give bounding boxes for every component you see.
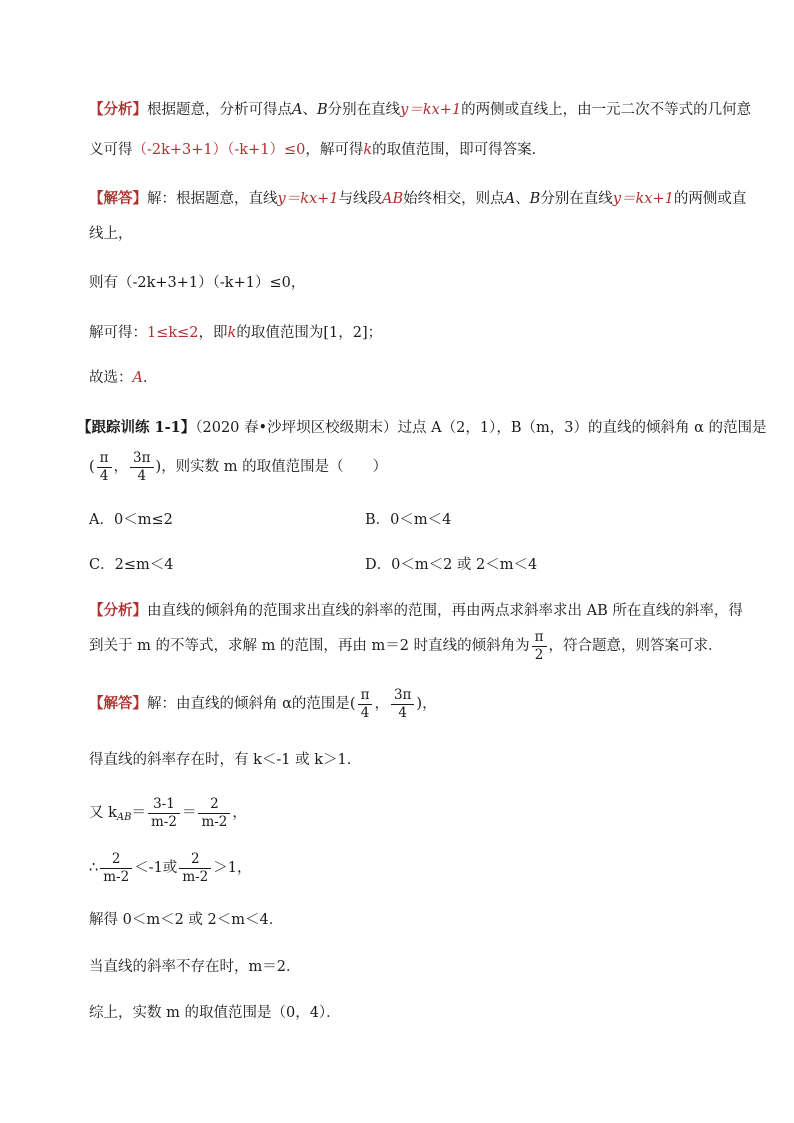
- fraction: $\frac{\pi}{2}$: [532, 629, 547, 664]
- exercise-tag: 【跟踪训练 1-1】: [77, 419, 196, 436]
- solution-tag: 【解答】: [89, 190, 147, 207]
- ex2-analysis-line-1: 【分析】由直线的倾斜角的范围求出直线的斜率的范围，再由两点求斜率求出 AB 所在直线的斜率，得: [89, 602, 743, 619]
- ex2-question-line-1: 【跟踪训练 1-1】（2020 春•沙坪坝区校级期末）过点 A（2，1），B（m，3）的直线的倾斜角 α 的范围是: [77, 419, 767, 436]
- ex1-solution-line-4: 解可得：1≤k≤2，即k的取值范围为[1，2]；: [89, 325, 383, 341]
- analysis-tag: 【分析】: [89, 602, 147, 619]
- option-c: C．2≤m＜4: [89, 557, 174, 573]
- option-d: D．0＜m＜2 或 2＜m＜4: [365, 557, 538, 573]
- fraction: $\frac{\pi}{4}$: [358, 687, 373, 722]
- fraction: $\frac{2}{m-2}$: [179, 851, 211, 886]
- option-a: A．0＜m≤2: [89, 512, 173, 528]
- ex1-solution-line-5: 故选：A．: [89, 370, 158, 386]
- analysis-tag: 【分析】: [89, 101, 147, 118]
- ex1-solution-line-2: 线上，: [89, 226, 133, 242]
- ex2-solution-line-3: 又 $k_{AB}=$ $\frac{3-1}{m-2}$ ＝ $\frac{2}{m-2}$ ，: [89, 795, 247, 830]
- ex1-analysis-line-2: 义可得（-2k+3+1）（-k+1）≤0，解可得k的取值范围，即可得答案．: [89, 142, 547, 158]
- fraction: $\frac{3-1}{m-2}$: [148, 796, 180, 831]
- ex2-solution-line-6: 当直线的斜率不存在时，m＝2．: [89, 959, 301, 975]
- fraction: $\frac{3\pi}{4}$: [391, 687, 414, 722]
- fraction: $\frac{2}{m-2}$: [198, 796, 230, 831]
- fraction: $\frac{3\pi}{4}$: [130, 450, 153, 485]
- ex2-question-line-2: ( $\frac{\pi}{4}$ ， $\frac{3\pi}{4}$ )，则实数 m 的取值范围是（ ）: [89, 449, 388, 484]
- solution-tag: 【解答】: [89, 695, 147, 712]
- ex2-solution-line-7: 综上，实数 m 的取值范围是（0，4）．: [89, 1005, 341, 1021]
- option-b: B．0＜m＜4: [365, 512, 452, 528]
- ex2-solution-line-2: 得直线的斜率存在时，有 k＜-1 或 k＞1．: [89, 752, 362, 768]
- ex2-solution-line-1: 【解答】解：由直线的倾斜角 α的范围是( $\frac{\pi}{4}$ ， $\frac{3\pi}{4}$ )，: [89, 686, 437, 721]
- ex2-solution-line-5: 解得 0＜m＜2 或 2＜m＜4．: [89, 912, 284, 928]
- ex1-analysis-line-1: 【分析】根据题意，分析可得点A、B分别在直线y＝kx+1的两侧或直线上，由一元二次不等式的几何意: [89, 101, 752, 118]
- fraction: $\frac{2}{m-2}$: [100, 851, 132, 886]
- exercise-source: （2020 春•沙坪坝区校级期末）: [195, 420, 398, 436]
- ex1-solution-line-1: 【解答】解：根据题意，直线y＝kx+1与线段AB始终相交，则点A、B分别在直线y＝kx+1的两侧或直: [89, 190, 747, 207]
- ex1-solution-line-3: 则有（-2k+3+1）（-k+1）≤0，: [89, 275, 306, 291]
- fraction: $\frac{\pi}{4}$: [97, 450, 112, 485]
- ex2-solution-line-4: ∴ $\frac{2}{m-2}$ ＜-1或 $\frac{2}{m-2}$ ＞1，: [89, 850, 252, 885]
- ex2-analysis-line-2: 到关于 m 的不等式，求解 m 的范围，再由 m＝2 时直线的倾斜角为 $\frac{\pi}{2}$ ，符合题意，则答案可求．: [89, 628, 723, 663]
